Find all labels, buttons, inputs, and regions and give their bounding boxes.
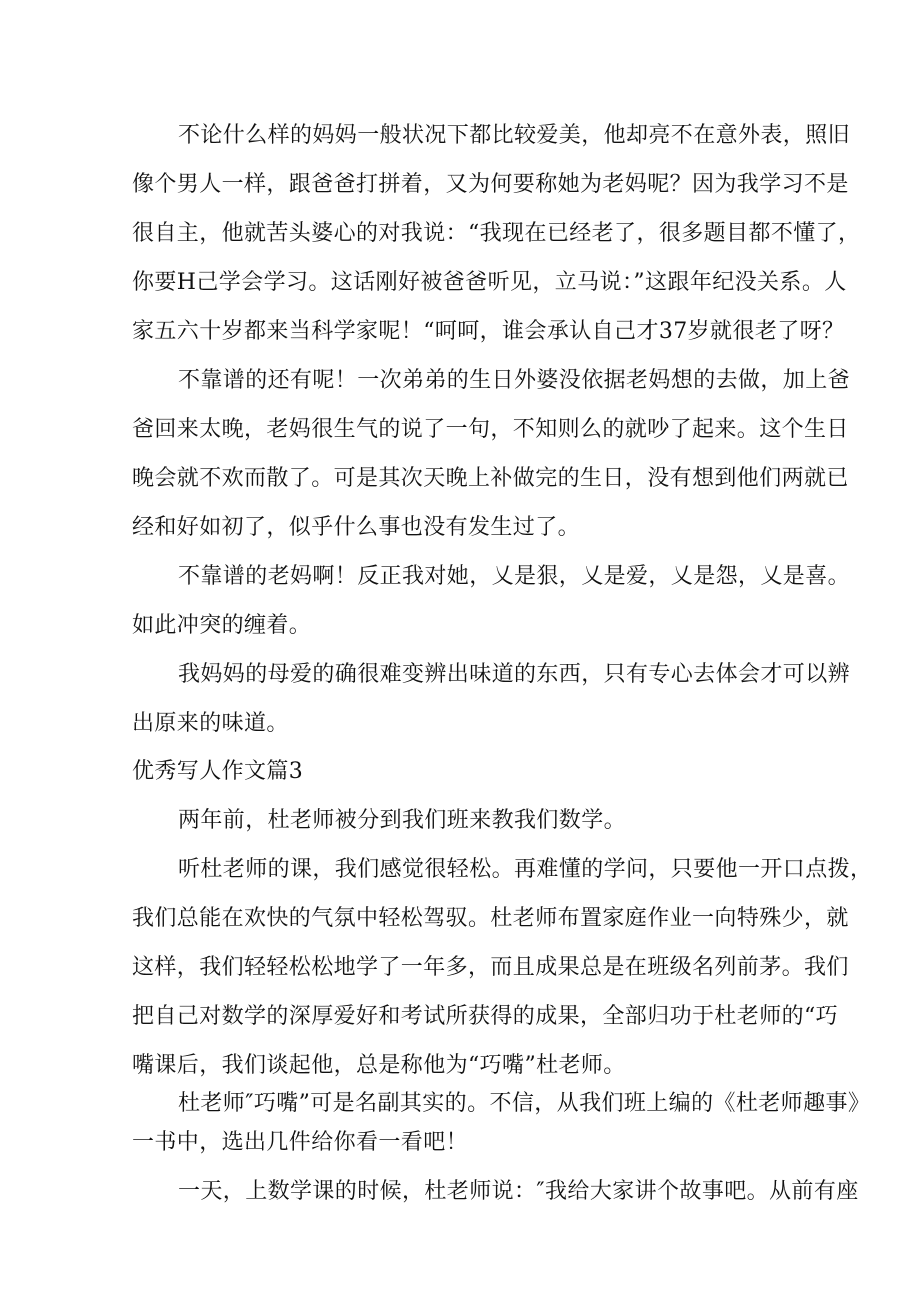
paragraph-8-line-1: 一天，上数学课的时候，杜老师说：″我给大家讲个故事吧。从前有座 bbox=[178, 1179, 859, 1204]
paragraph-3-line-1: 不靠谱的老妈啊！反正我对她，乂是狠，乂是爱，乂是怨，乂是喜。 bbox=[178, 564, 851, 589]
paragraph-1-line-5: 家五六十岁都来当科学家呢！“呵呵，谁会承认自己才37岁就很老了呀？ bbox=[132, 319, 845, 344]
paragraph-4-line-2: 出原来的味道。 bbox=[132, 711, 289, 736]
paragraph-4-line-1: 我妈妈的母爱的确很难变辨出味道的东西，只有专心去体会才可以辨 bbox=[178, 662, 851, 687]
paragraph-1-line-2: 像个男人一样，跟爸爸打拼着，又为何要称她为老妈呢？因为我学习不是 bbox=[132, 172, 849, 197]
paragraph-2-line-2: 爸回来太晚，老妈很生气的说了一句，不知则么的就吵了起来。这个生日 bbox=[132, 417, 849, 442]
paragraph-6-line-2: 我们总能在欢快的气氛中轻松驾驭。杜老师布置家庭作业一向特殊少，就 bbox=[132, 906, 849, 931]
paragraph-5-line-1: 两年前，杜老师被分到我们班来教我们数学。 bbox=[178, 808, 627, 833]
paragraph-3-line-2: 如此冲突的缠着。 bbox=[132, 613, 312, 638]
paragraph-6-line-5: 嘴课后，我们谈起他，总是称他为“巧嘴”杜老师。 bbox=[132, 1053, 626, 1078]
paragraph-1-line-3: 很自主，他就苦头婆心的对我说：“我现在已经老了，很多题目都不懂了， bbox=[132, 221, 861, 246]
paragraph-1-line-1: 不论什么样的妈妈一般状况下都比较爱美，他却亮不在意外表，照旧 bbox=[178, 123, 851, 148]
paragraph-2-line-4: 经和好如初了，似乎什么事也没有发生过了。 bbox=[132, 515, 581, 540]
paragraph-6-line-1: 听杜老师的课，我们感觉很轻松。再难懂的学问，只要他一开口点拨， bbox=[178, 857, 873, 882]
paragraph-1-line-4: 你要H己学会学习。这话刚好被爸爸听见，立马说：”这跟年纪没关系。人 bbox=[132, 270, 847, 295]
paragraph-2-line-1: 不靠谱的还有呢！一次弟弟的生日外婆没依据老妈想的去做，加上爸 bbox=[178, 368, 851, 393]
paragraph-2-line-3: 晚会就不欢而散了。可是其次天晚上补做完的生日，没有想到他们两就已 bbox=[132, 466, 849, 491]
paragraph-7-line-1: 杜老师″巧嘴”可是名副其实的。不信，从我们班上编的《杜老师趣事》 bbox=[178, 1091, 871, 1116]
paragraph-7-line-2: 一书中，选出几件给你看一看吧！ bbox=[132, 1130, 469, 1155]
section-title: 优秀写人作文篇3 bbox=[132, 759, 304, 784]
paragraph-6-line-3: 这样，我们轻轻松松地学了一年多，而且成果总是在班级名列前茅。我们 bbox=[132, 955, 849, 980]
paragraph-6-line-4: 把自己对数学的深厚爱好和考试所获得的成果，全部归功于杜老师的“巧 bbox=[132, 1004, 839, 1029]
